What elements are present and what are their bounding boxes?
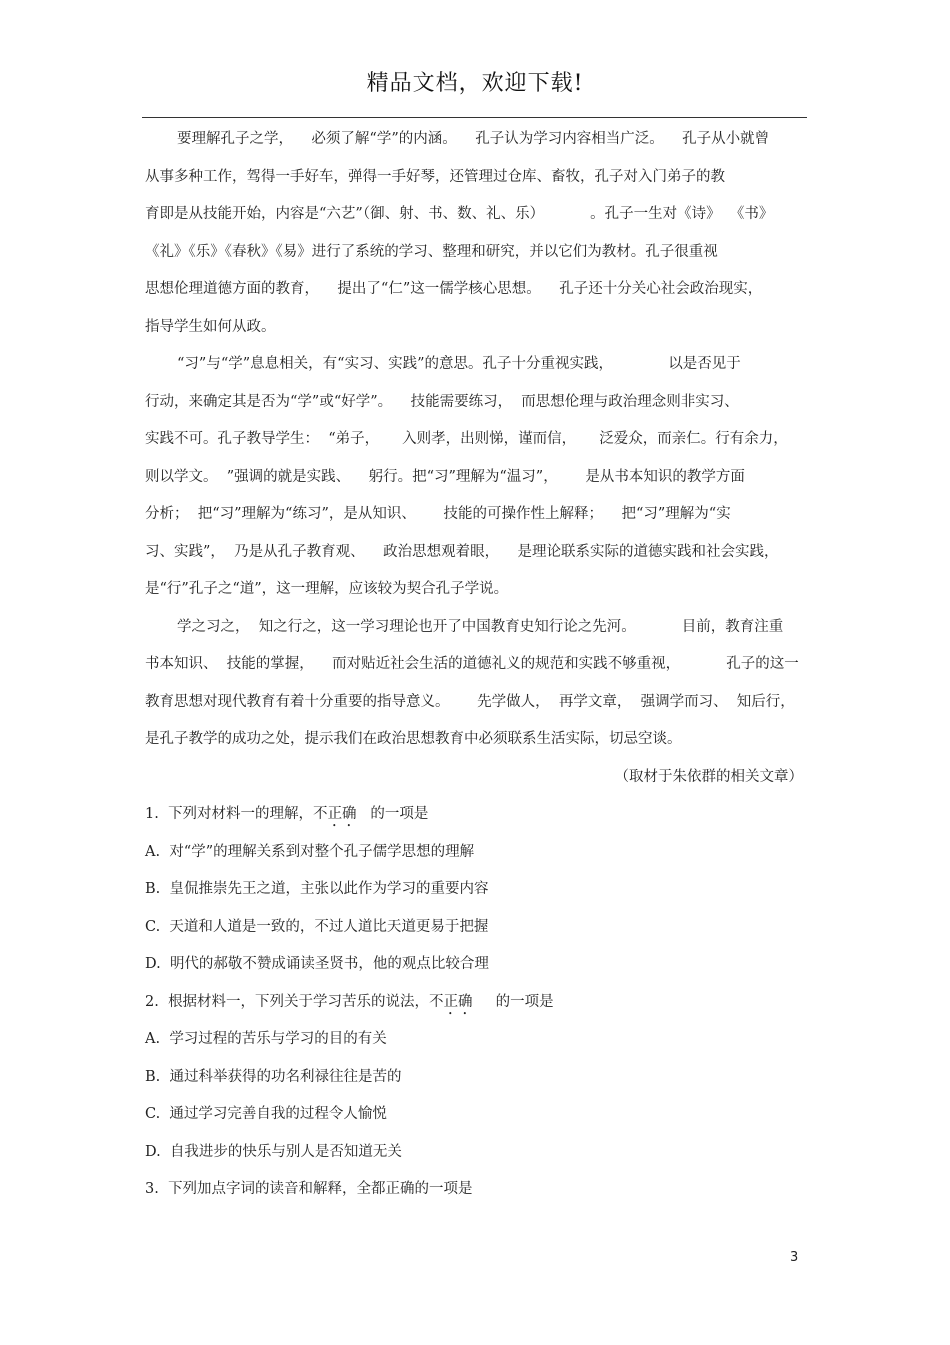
page-number: 3	[790, 1250, 799, 1265]
question-3	[145, 1171, 805, 1209]
option-a	[145, 1021, 805, 1059]
emphasized-word: 正确	[327, 806, 357, 822]
question-stem	[145, 796, 805, 834]
text-line: 从事多种工作，驾得一手好车，弹得一手好琴，还管理过仓库、畜牧，孔子对入门弟子的教	[145, 168, 725, 185]
text-line: 是“行”孔子之“道”，这一理解，应该较为契合孔子学说。	[145, 581, 509, 597]
option-d	[145, 1134, 805, 1172]
option-text: 皇侃推崇先王之道，主张以此作为学习的重要内容	[169, 881, 489, 897]
option-label: D.	[145, 1143, 161, 1160]
option-label: A.	[145, 1031, 161, 1047]
text-line: 教育思想对现代教育有着十分重要的指导意义。 先学做人， 再学文章， 强调学而习、 知后行，	[145, 693, 795, 710]
option-c	[145, 1096, 805, 1134]
option-text: 对“学”的理解关系到对整个孔子儒学思想的理解	[169, 843, 475, 860]
emphasized-word: 正确	[443, 993, 473, 1010]
option-b	[145, 1059, 805, 1097]
text-line: 习、实践”， 乃是从孔子教育观、 政治思想观着眼， 是理论联系实际的道德实践和社会实践，	[145, 543, 779, 560]
question-stem-text: 的一项是	[356, 806, 429, 822]
question-stem	[145, 1171, 805, 1209]
option-text: 明代的郝敬不赞成诵读圣贤书，他的观点比较合理	[169, 956, 489, 972]
text-line: “习”与“学”息息相关，有“实习、实践”的意思。孔子十分重视实践， 以是否见于	[177, 356, 741, 372]
text-line: 思想伦理道德方面的教育， 提出了“仁”这一儒学核心思想。 孔子还十分关心社会政治现实，	[145, 281, 763, 297]
question-stem-text: 的一项是	[472, 993, 554, 1010]
text-line: 实践不可。孔子教导学生： “弟子， 入则孝，出则悌，谨而信， 泛爱众，而亲仁。行有余力，	[145, 431, 788, 447]
text-line: 育即是从技能开始，内容是“六艺”（御、射、书、数、礼、乐） 。孔子一生对《诗》 《书》	[145, 206, 774, 222]
text-line: 行动，来确定其是否为“学”或“好学”。 技能需要练习， 而思想伦理与政治理念则非实习、	[145, 393, 739, 410]
option-label: A.	[145, 843, 161, 860]
page-content	[145, 121, 805, 1209]
option-text: 学习过程的苦乐与学习的目的有关	[169, 1031, 387, 1047]
text-line: 书本知识、 技能的掌握， 而对贴近社会生活的道德礼义的规范和实践不够重视， 孔子的这一	[145, 656, 799, 672]
question-stem	[145, 984, 805, 1022]
text-line: 是孔子教学的成功之处，提示我们在政治思想教育中必须联系生活实际，切忌空谈。	[145, 731, 682, 747]
text-line: 分析； 把“习”理解为“练习”，是从知识、 技能的可操作性上解释； 把“习”理解为“实	[145, 506, 731, 522]
option-label: C.	[145, 1106, 161, 1122]
option-text: 通过学习完善自我的过程令人愉悦	[169, 1106, 387, 1122]
question-number: 2.	[145, 993, 159, 1010]
option-label: B.	[145, 1068, 161, 1085]
option-text: 通过科举获得的功名利禄往往是苦的	[169, 1068, 402, 1085]
question-stem-text: 下列对材料一的理解，不	[168, 806, 328, 822]
source-attribution: （取材于朱依群的相关文章）	[614, 768, 803, 785]
question-stem-text: 根据材料一，下列关于学习苦乐的说法，不	[168, 993, 444, 1010]
option-label: D.	[145, 956, 161, 972]
question-1	[145, 796, 805, 984]
option-b	[145, 871, 805, 909]
text-line: 《礼》《乐》《春秋》《易》进行了系统的学习、整理和研究，并以它们为教材。孔子很重视	[145, 243, 718, 260]
paragraph-3	[145, 609, 805, 759]
question-number: 1.	[145, 806, 159, 822]
text-line: 则以学文。 ”强调的就是实践、 躬行。把“习”理解为“温习”， 是从书本知识的教学方面	[145, 468, 745, 485]
paragraph-1	[145, 121, 805, 346]
text-line: 指导学生如何从政。	[145, 318, 276, 335]
option-text: 自我进步的快乐与别人是否知道无关	[169, 1143, 402, 1160]
option-c	[145, 909, 805, 947]
option-label: B.	[145, 881, 161, 897]
question-number: 3.	[145, 1181, 159, 1197]
text-line: 要理解孔子之学， 必须了解“学”的内涵。 孔子认为学习内容相当广泛。 孔子从小就曾	[177, 131, 770, 147]
text-line: 学之习之， 知之行之，这一学习理论也开了中国教育史知行论之先河。 目前，教育注重	[177, 618, 784, 635]
option-label: C.	[145, 918, 161, 935]
question-stem-text: 下列加点字词的读音和解释，全都正确的一项是	[168, 1181, 473, 1197]
option-a	[145, 834, 805, 872]
header-rule	[142, 117, 807, 118]
page-header-title: 精品文档，欢迎下载!	[366, 71, 584, 96]
option-d	[145, 946, 805, 984]
option-text: 天道和人道是一致的，不过人道比天道更易于把握	[169, 918, 489, 935]
paragraph-2	[145, 346, 805, 609]
question-2	[145, 984, 805, 1172]
